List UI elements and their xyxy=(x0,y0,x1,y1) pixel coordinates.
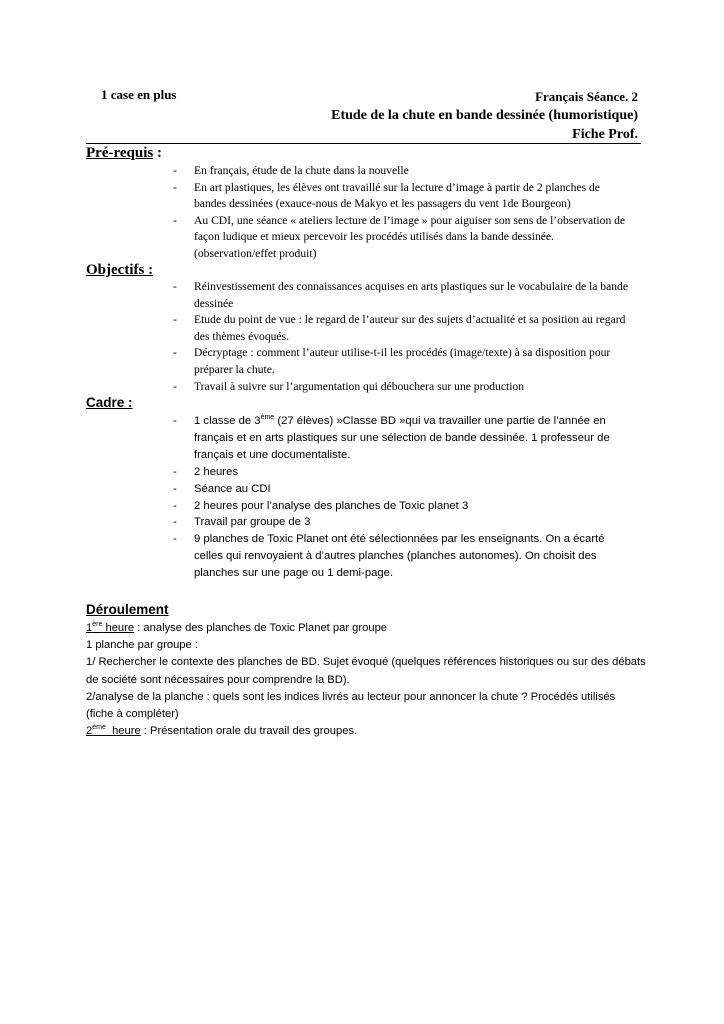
prerequis-colon: : xyxy=(153,145,162,161)
superscript: ème xyxy=(260,414,275,421)
list-item: - Réinvestissement des connaissances acquises en arts plastiques sur le vocabulaire de la bande dessinée xyxy=(172,279,632,312)
text-line: 1 planche par groupe : xyxy=(86,639,198,652)
list-item: - Au CDI, une séance « ateliers lecture de l’image » pour aiguiser son sens de l’observation de façon ludique et mieux percevoir les procédés utilisés dans la bande dessinée. (observation/effet produit) xyxy=(172,213,632,263)
second-hour-line: 2ème heure : Présentation orale du travail des groupes. xyxy=(86,724,358,738)
header-right-block xyxy=(331,87,638,144)
list-item: - 9 planches de Toxic Planet ont été sélectionnées par les enseignants. On a écarté celles qui renvoyaient à d’autres planches (planches autonomes). On choisit des planches sur une page ou 1 demi-page. xyxy=(172,531,632,582)
list-item: - Etude du point de vue : le regard de l’auteur sur des sujets d’actualité et sa position au regard des thèmes évoqués. xyxy=(172,312,632,345)
cadre-heading: Cadre : xyxy=(86,395,133,410)
session-title: Français Séance. 2 xyxy=(535,89,638,104)
list-item: - 2 heures xyxy=(172,464,632,481)
text-line: 1/ Rechercher le contexte des planches de BD. Sujet évoqué (quelques références historiques ou sur des débats xyxy=(86,656,646,669)
deroulement-body xyxy=(86,620,646,740)
list-item: - En art plastiques, les élèves ont travaillé sur la lecture d’image à partir de 2 planches de bandes dessinées (exauce-nous de Makyo et les passagers du vent 1de Bourgeon) xyxy=(172,180,632,213)
header-left-label: 1 case en plus xyxy=(101,87,177,102)
deroulement-heading: Déroulement xyxy=(86,602,169,617)
class-count-text: 1 classe de 3 xyxy=(194,415,261,427)
prerequis-title: Pré-requis xyxy=(86,145,154,161)
objectifs-heading: Objectifs : xyxy=(86,262,154,278)
hour-label: 2ème heure xyxy=(86,724,141,738)
text-line: de société sont nécessaires pour comprendre la BD). xyxy=(86,673,350,686)
cadre-list xyxy=(172,413,632,582)
objectifs-list xyxy=(172,279,632,395)
list-item: - Travail à suivre sur l’argumentation qui débouchera sur une production xyxy=(172,379,632,396)
hour-label: 1ère heure xyxy=(86,621,135,634)
list-item: - 2 heures pour l’analyse des planches de Toxic planet 3 xyxy=(172,498,632,515)
text-line: (fiche à compléter) xyxy=(86,708,179,721)
document-subtitle: Fiche Prof. xyxy=(572,127,638,142)
list-item: - Décryptage : comment l’auteur utilise-t-il les procédés (image/texte) à sa disposition pour préparer la chute. xyxy=(172,345,632,378)
first-hour-line: 1ère heure : analyse des planches de Toxic Planet par groupe xyxy=(86,621,388,634)
class-description-text: (27 élèves) »Classe BD »qui va travailler une partie de l’année en français et en arts plastiques sur une sélection de bande dessinée. 1 professeur de français et une documentaliste. xyxy=(194,415,610,461)
prerequis-list xyxy=(172,163,632,263)
prerequis-heading xyxy=(86,145,162,162)
text-line: 2/analyse de la planche : quels sont les indices livrés au lecteur pour annoncer la chute ? Procédés utilisés xyxy=(86,690,616,703)
document-title: Etude de la chute en bande dessinée (humoristique) xyxy=(331,108,638,123)
list-item: - Travail par groupe de 3 xyxy=(172,514,632,531)
header-divider xyxy=(86,143,641,144)
list-item xyxy=(172,413,632,464)
list-item: - En français, étude de la chute dans la nouvelle xyxy=(172,163,632,180)
list-item: - Séance au CDI xyxy=(172,481,632,498)
